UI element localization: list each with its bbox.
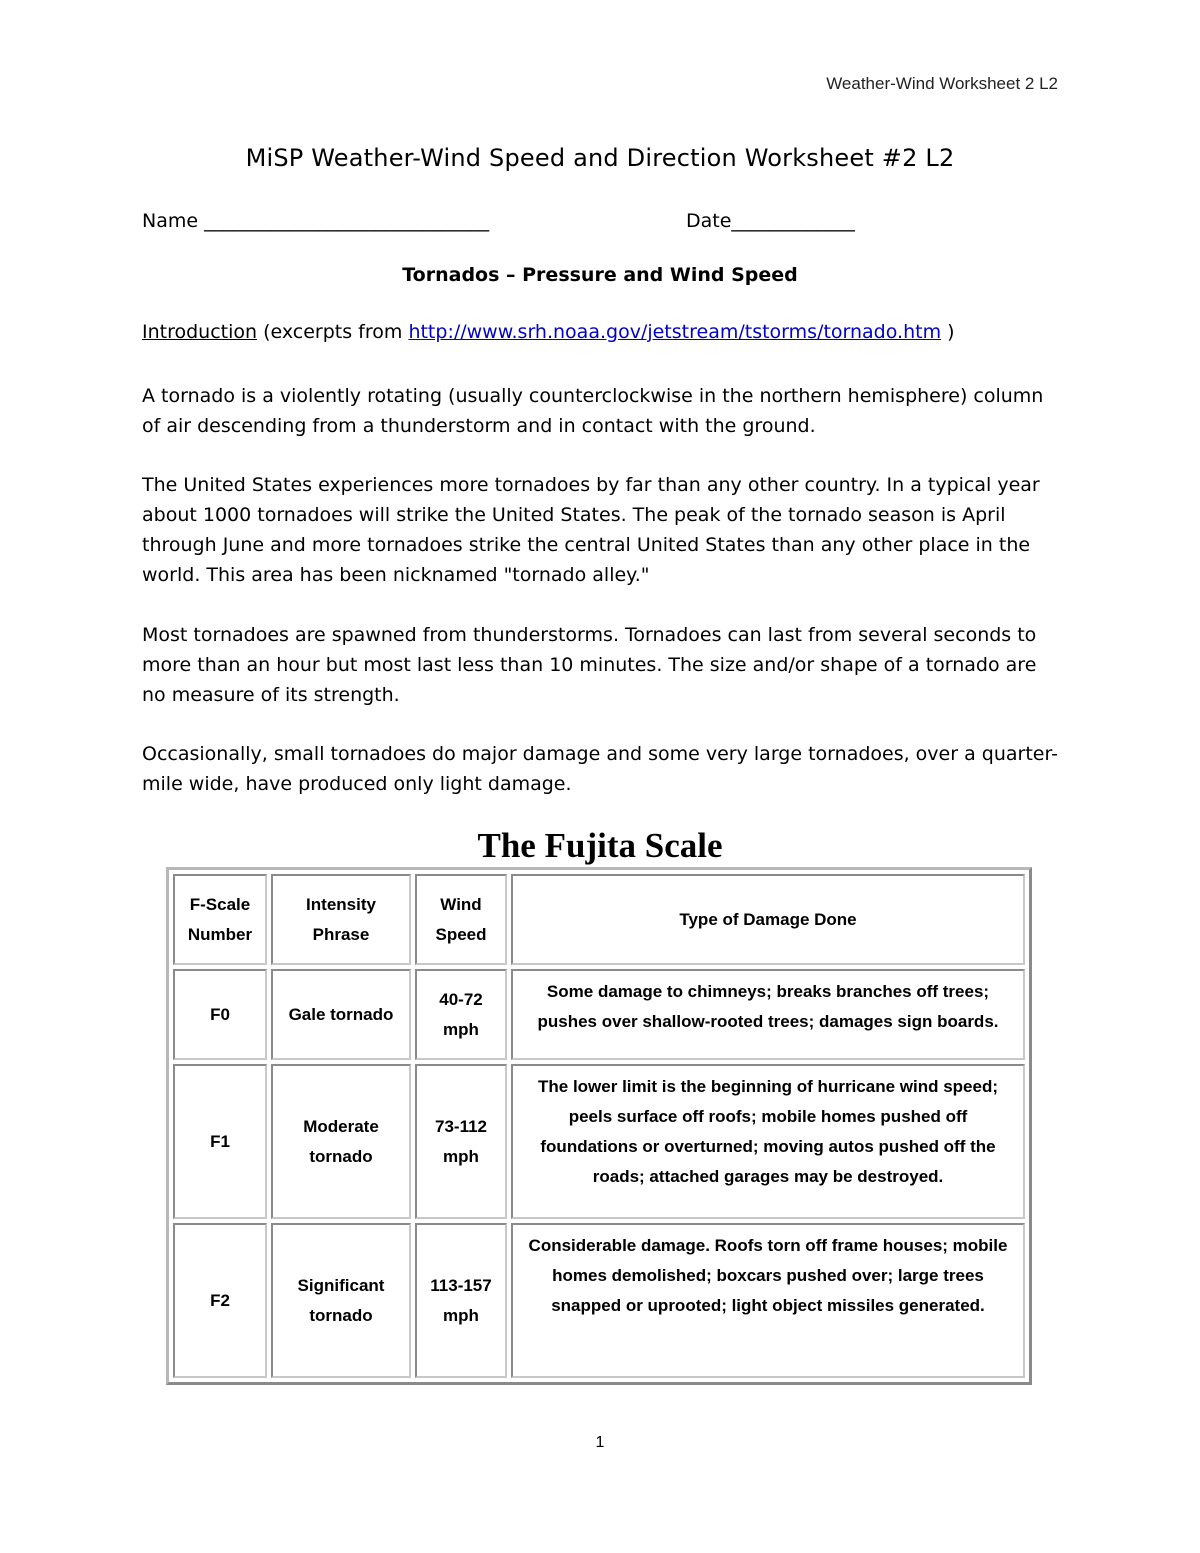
intro-suffix: )	[941, 321, 955, 343]
paragraph-1: A tornado is a violently rotating (usually counterclockwise in the northern hemisphere) column of air descending from a thunderstorm and in contact with the ground.	[142, 385, 1044, 437]
name-label: Name	[142, 210, 199, 232]
date-label: Date	[686, 210, 732, 232]
intro-label: Introduction	[142, 321, 258, 343]
scale-cell: F1	[173, 1064, 267, 1219]
intensity-cell: Gale tornado	[271, 969, 411, 1060]
damage-cell: Considerable damage. Roofs torn off frame houses; mobile homes demolished; boxcars pushed over; large trees snapped or uprooted; light object missiles generated.	[511, 1223, 1025, 1378]
date-blank: _____________	[731, 210, 855, 232]
damage-cell: Some damage to chimneys; breaks branches off trees; pushes over shallow-rooted trees; damages sign boards.	[511, 969, 1025, 1060]
paragraph-4: Occasionally, small tornadoes do major damage and some very large tornadoes, over a quarter-mile wide, have produced only light damage.	[142, 743, 1058, 795]
paragraph-2: The United States experiences more tornadoes by far than any other country. In a typical year about 1000 tornadoes will strike the United States. The peak of the tornado season is April through June and more tornadoes strike the central United States than any other place in the world. This area has been nicknamed "tornado alley."	[142, 474, 1040, 586]
wind-cell: 73-112 mph	[415, 1064, 507, 1219]
header-intensity: Intensity Phrase	[271, 874, 411, 965]
running-header: Weather-Wind Worksheet 2 L2	[826, 74, 1058, 93]
section-subtitle: Tornados – Pressure and Wind Speed	[402, 264, 798, 286]
worksheet-title: MiSP Weather-Wind Speed and Direction Worksheet #2 L2	[245, 144, 955, 172]
scale-cell: F2	[173, 1223, 267, 1378]
table-title: The Fujita Scale	[477, 826, 723, 865]
table-header-row	[173, 874, 1025, 965]
paragraph-3: Most tornadoes are spawned from thunderstorms. Tornadoes can last from several seconds to more than an hour but most last less than 10 minutes. The size and/or shape of a tornado are no measure of its strength.	[142, 624, 1037, 706]
intro-prefix: (excerpts from	[257, 321, 409, 343]
source-link[interactable]: http://www.srh.noaa.gov/jetstream/tstorms/tornado.htm	[408, 321, 942, 343]
intro-line	[142, 321, 955, 343]
wind-cell: 40-72 mph	[415, 969, 507, 1060]
intensity-cell: Significant tornado	[271, 1223, 411, 1378]
fujita-table-frame	[166, 867, 1032, 1385]
header-wind: Wind Speed	[415, 874, 507, 965]
scale-cell: F0	[173, 969, 267, 1060]
page-number: 1	[595, 1434, 605, 1451]
damage-cell: The lower limit is the beginning of hurricane wind speed; peels surface off roofs; mobile homes pushed off foundations or overturned; moving autos pushed off the roads; attached garages may be destroyed.	[511, 1064, 1025, 1219]
header-scale: F-Scale Number	[173, 874, 267, 965]
fujita-table	[169, 870, 1029, 1382]
name-blank: ______________________________	[204, 210, 490, 232]
wind-cell: 113-157 mph	[415, 1223, 507, 1378]
header-damage: Type of Damage Done	[511, 874, 1025, 965]
date-field	[686, 210, 855, 232]
table-row	[173, 1064, 1025, 1219]
table-row	[173, 969, 1025, 1060]
name-field	[142, 210, 489, 232]
table-row	[173, 1223, 1025, 1378]
intensity-cell: Moderate tornado	[271, 1064, 411, 1219]
